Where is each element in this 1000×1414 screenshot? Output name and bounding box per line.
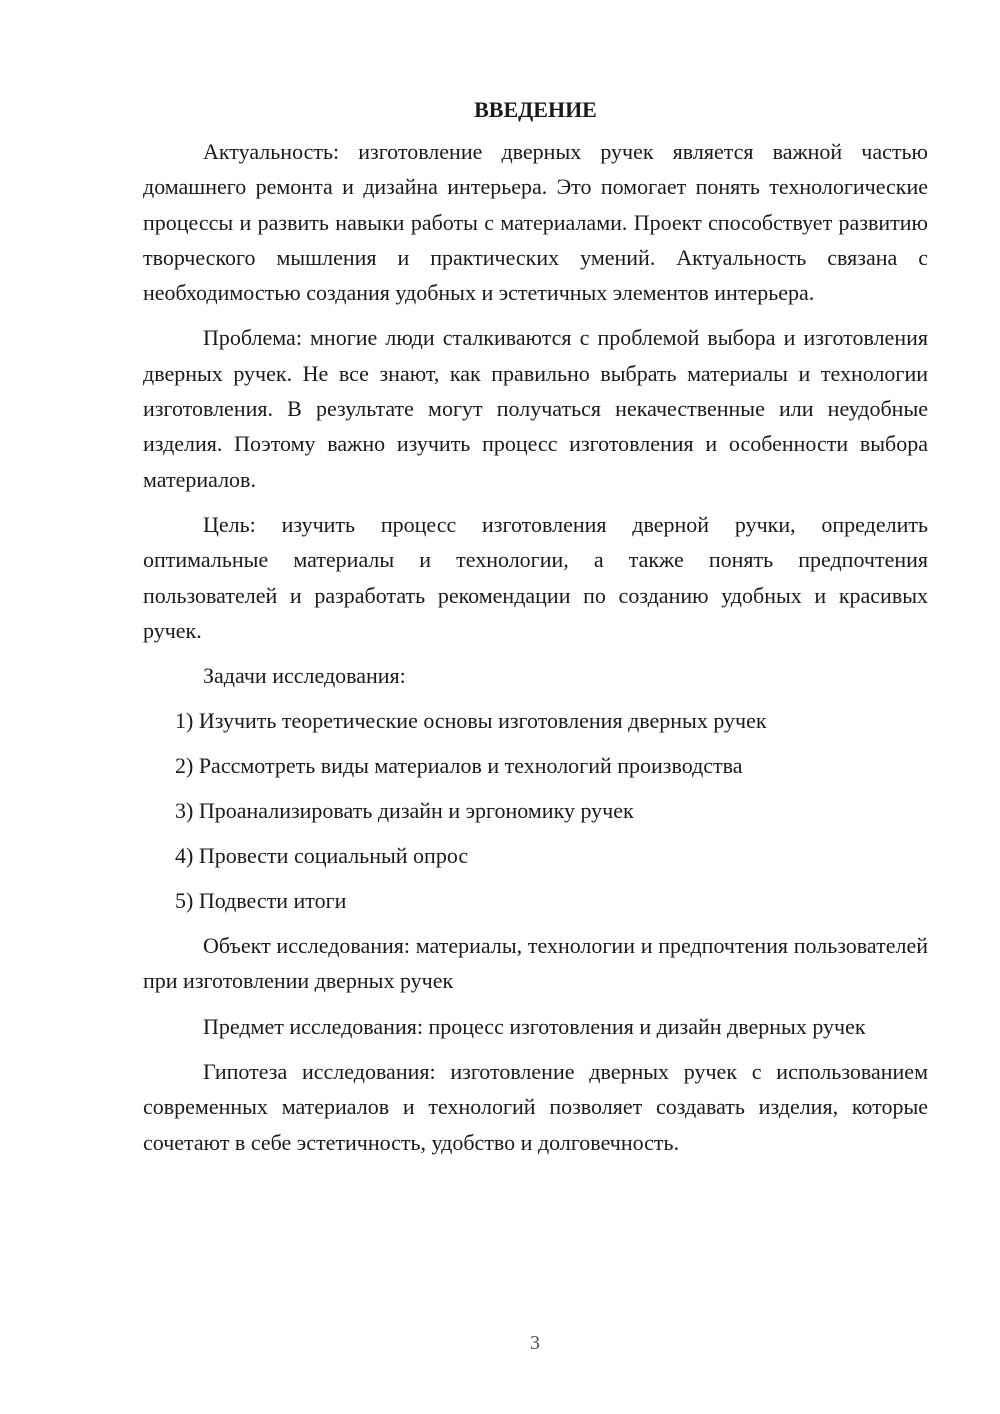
- task-list: [143, 703, 928, 918]
- goal-paragraph: Цель: изучить процесс изготовления дверной ручки, определить оптимальные материалы и технологии, а также понять предпочтения пользователей и разработать рекомендации по созданию удобных и красивых ручек.: [143, 511, 928, 643]
- list-item: 3) Проанализировать дизайн и эргономику ручек: [175, 798, 634, 824]
- tasks-title: Задачи исследования:: [203, 663, 406, 689]
- list-item: 4) Провести социальный опрос: [175, 843, 469, 869]
- subject-paragraph: Предмет исследования: процесс изготовления и дизайн дверных ручек: [203, 1013, 866, 1039]
- list-item: 1) Изучить теоретические основы изготовления дверных ручек: [175, 708, 767, 734]
- hypothesis-paragraph: Гипотеза исследования: изготовление дверных ручек с использованием современных материалов и технологий позволяет создавать изделия, которые сочетают в себе эстетичность, удобство и долговечность.: [143, 1059, 928, 1155]
- object-paragraph: Объект исследования: материалы, технологии и предпочтения пользователей при изготовлении дверных ручек: [143, 933, 928, 994]
- document-page: [143, 92, 928, 1170]
- problem-paragraph: Проблема: многие люди сталкиваются с проблемой выбора и изготовления дверных ручек. Не все знают, как правильно выбрать материалы и технологии изготовления. В результате могут получаться некачественные или неудобные изделия. Поэтому важно изучить процесс изготовления и особенности выбора материалов.: [143, 325, 928, 492]
- list-item: 2) Рассмотреть виды материалов и технологий производства: [175, 753, 743, 779]
- page-number: 3: [530, 1332, 540, 1354]
- relevance-paragraph: Актуальность: изготовление дверных ручек является важной частью домашнего ремонта и дизайна интерьера. Это помогает понять технологические процессы и развить навыки работы с материалами. Проект способствует развитию творческого мышления и практических умений. Актуальность связана с необходимостью создания удобных и эстетичных элементов интерьера.: [143, 139, 928, 306]
- section-heading: ВВЕДЕНИЕ: [474, 97, 597, 122]
- list-item: 5) Подвести итоги: [175, 888, 347, 914]
